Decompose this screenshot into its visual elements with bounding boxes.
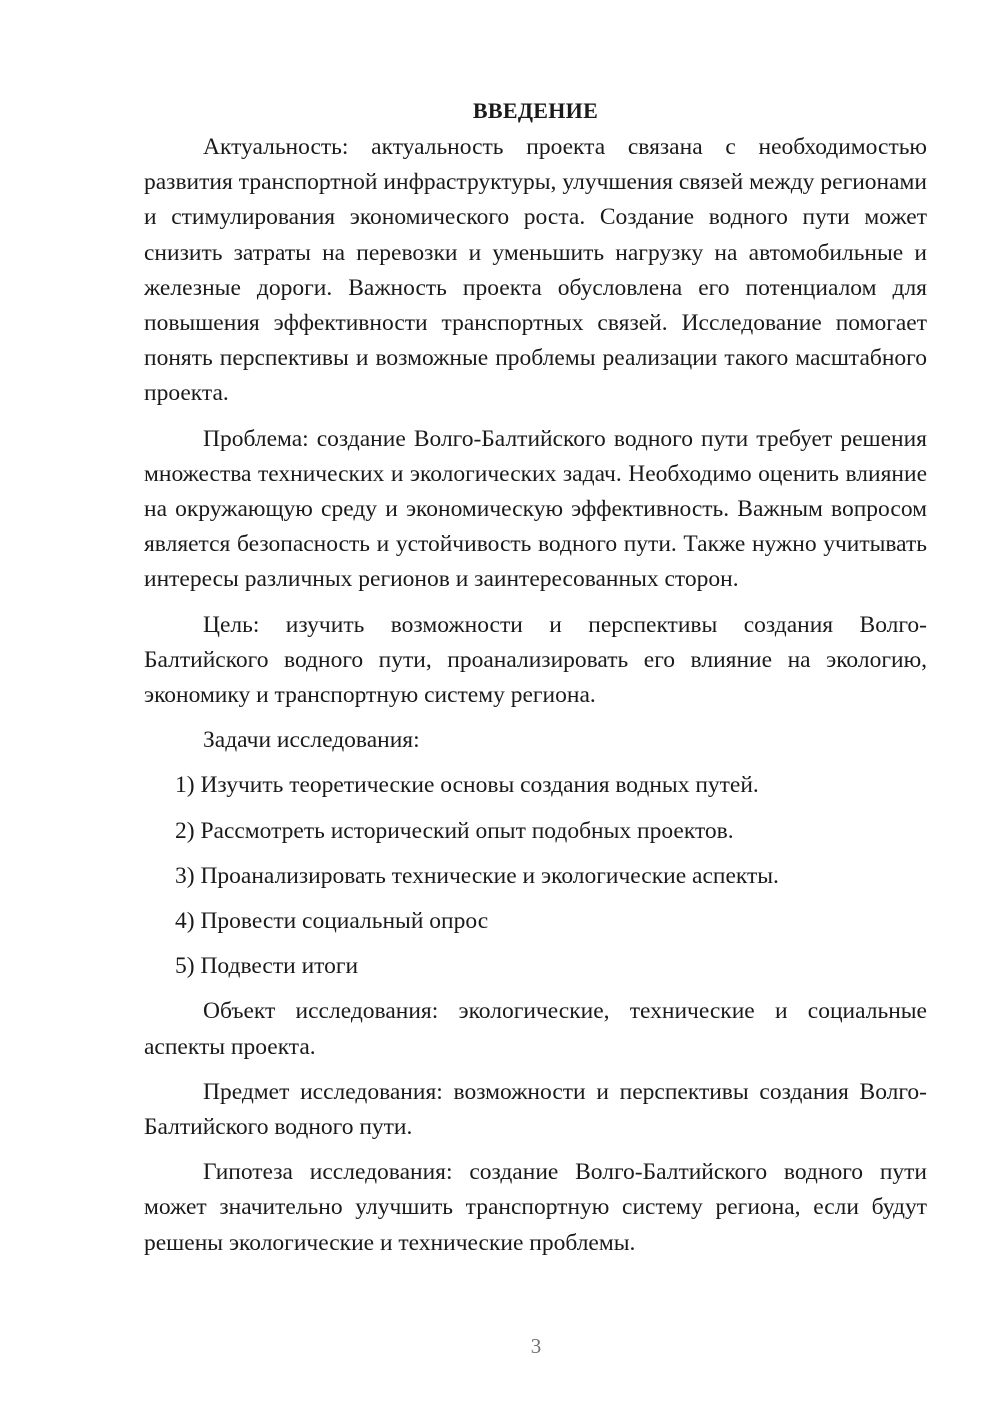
paragraph-relevance: Актуальность: актуальность проекта связана с необходимостью развития транспортной инфраструктуры, улучшения связей между регионами и стимулирования экономического роста. Создание водного пути может снизить затраты на перевозки и уменьшить нагрузку на автомобильные и железные дороги. Важность проекта обусловлена его потенциалом для повышения эффективности транспортных связей. Исследование помогает понять перспективы и возможные проблемы реализации такого масштабного проекта. bbox=[144, 134, 927, 407]
list-item: 1) Изучить теоретические основы создания водных путей. bbox=[175, 772, 759, 799]
paragraph-hypothesis: Гипотеза исследования: создание Волго-Балтийского водного пути может значительно улучшить транспортную систему региона, если будут решены экологические и технические проблемы. bbox=[144, 1159, 927, 1256]
section-title: ВВЕДЕНИЕ bbox=[472, 98, 599, 123]
page-number: 3 bbox=[530, 1334, 542, 1358]
page-content bbox=[144, 93, 927, 1271]
list-item: 2) Рассмотреть исторический опыт подобных проектов. bbox=[175, 817, 734, 844]
list-item: 3) Проанализировать технические и экологические аспекты. bbox=[175, 862, 779, 889]
paragraph-object: Объект исследования: экологические, технические и социальные аспекты проекта. bbox=[144, 998, 927, 1060]
list-item: 4) Провести социальный опрос bbox=[175, 908, 489, 935]
list-item: 5) Подвести итоги bbox=[175, 953, 359, 980]
paragraph-problem: Проблема: создание Волго-Балтийского водного пути требует решения множества технических и экологических задач. Необходимо оценить влияние на окружающую среду и экономическую эффективность. Важным вопросом является безопасность и устойчивость водного пути. Также нужно учитывать интересы различных регионов и заинтересованных сторон. bbox=[144, 425, 927, 593]
paragraph-goal: Цель: изучить возможности и перспективы создания Волго-Балтийского водного пути, проанализировать его влияние на экологию, экономику и транспортную систему региона. bbox=[144, 611, 927, 709]
paragraph-subject: Предмет исследования: возможности и перспективы создания Волго-Балтийского водного пути. bbox=[144, 1078, 927, 1141]
paragraph-tasks-heading: Задачи исследования: bbox=[203, 727, 420, 754]
